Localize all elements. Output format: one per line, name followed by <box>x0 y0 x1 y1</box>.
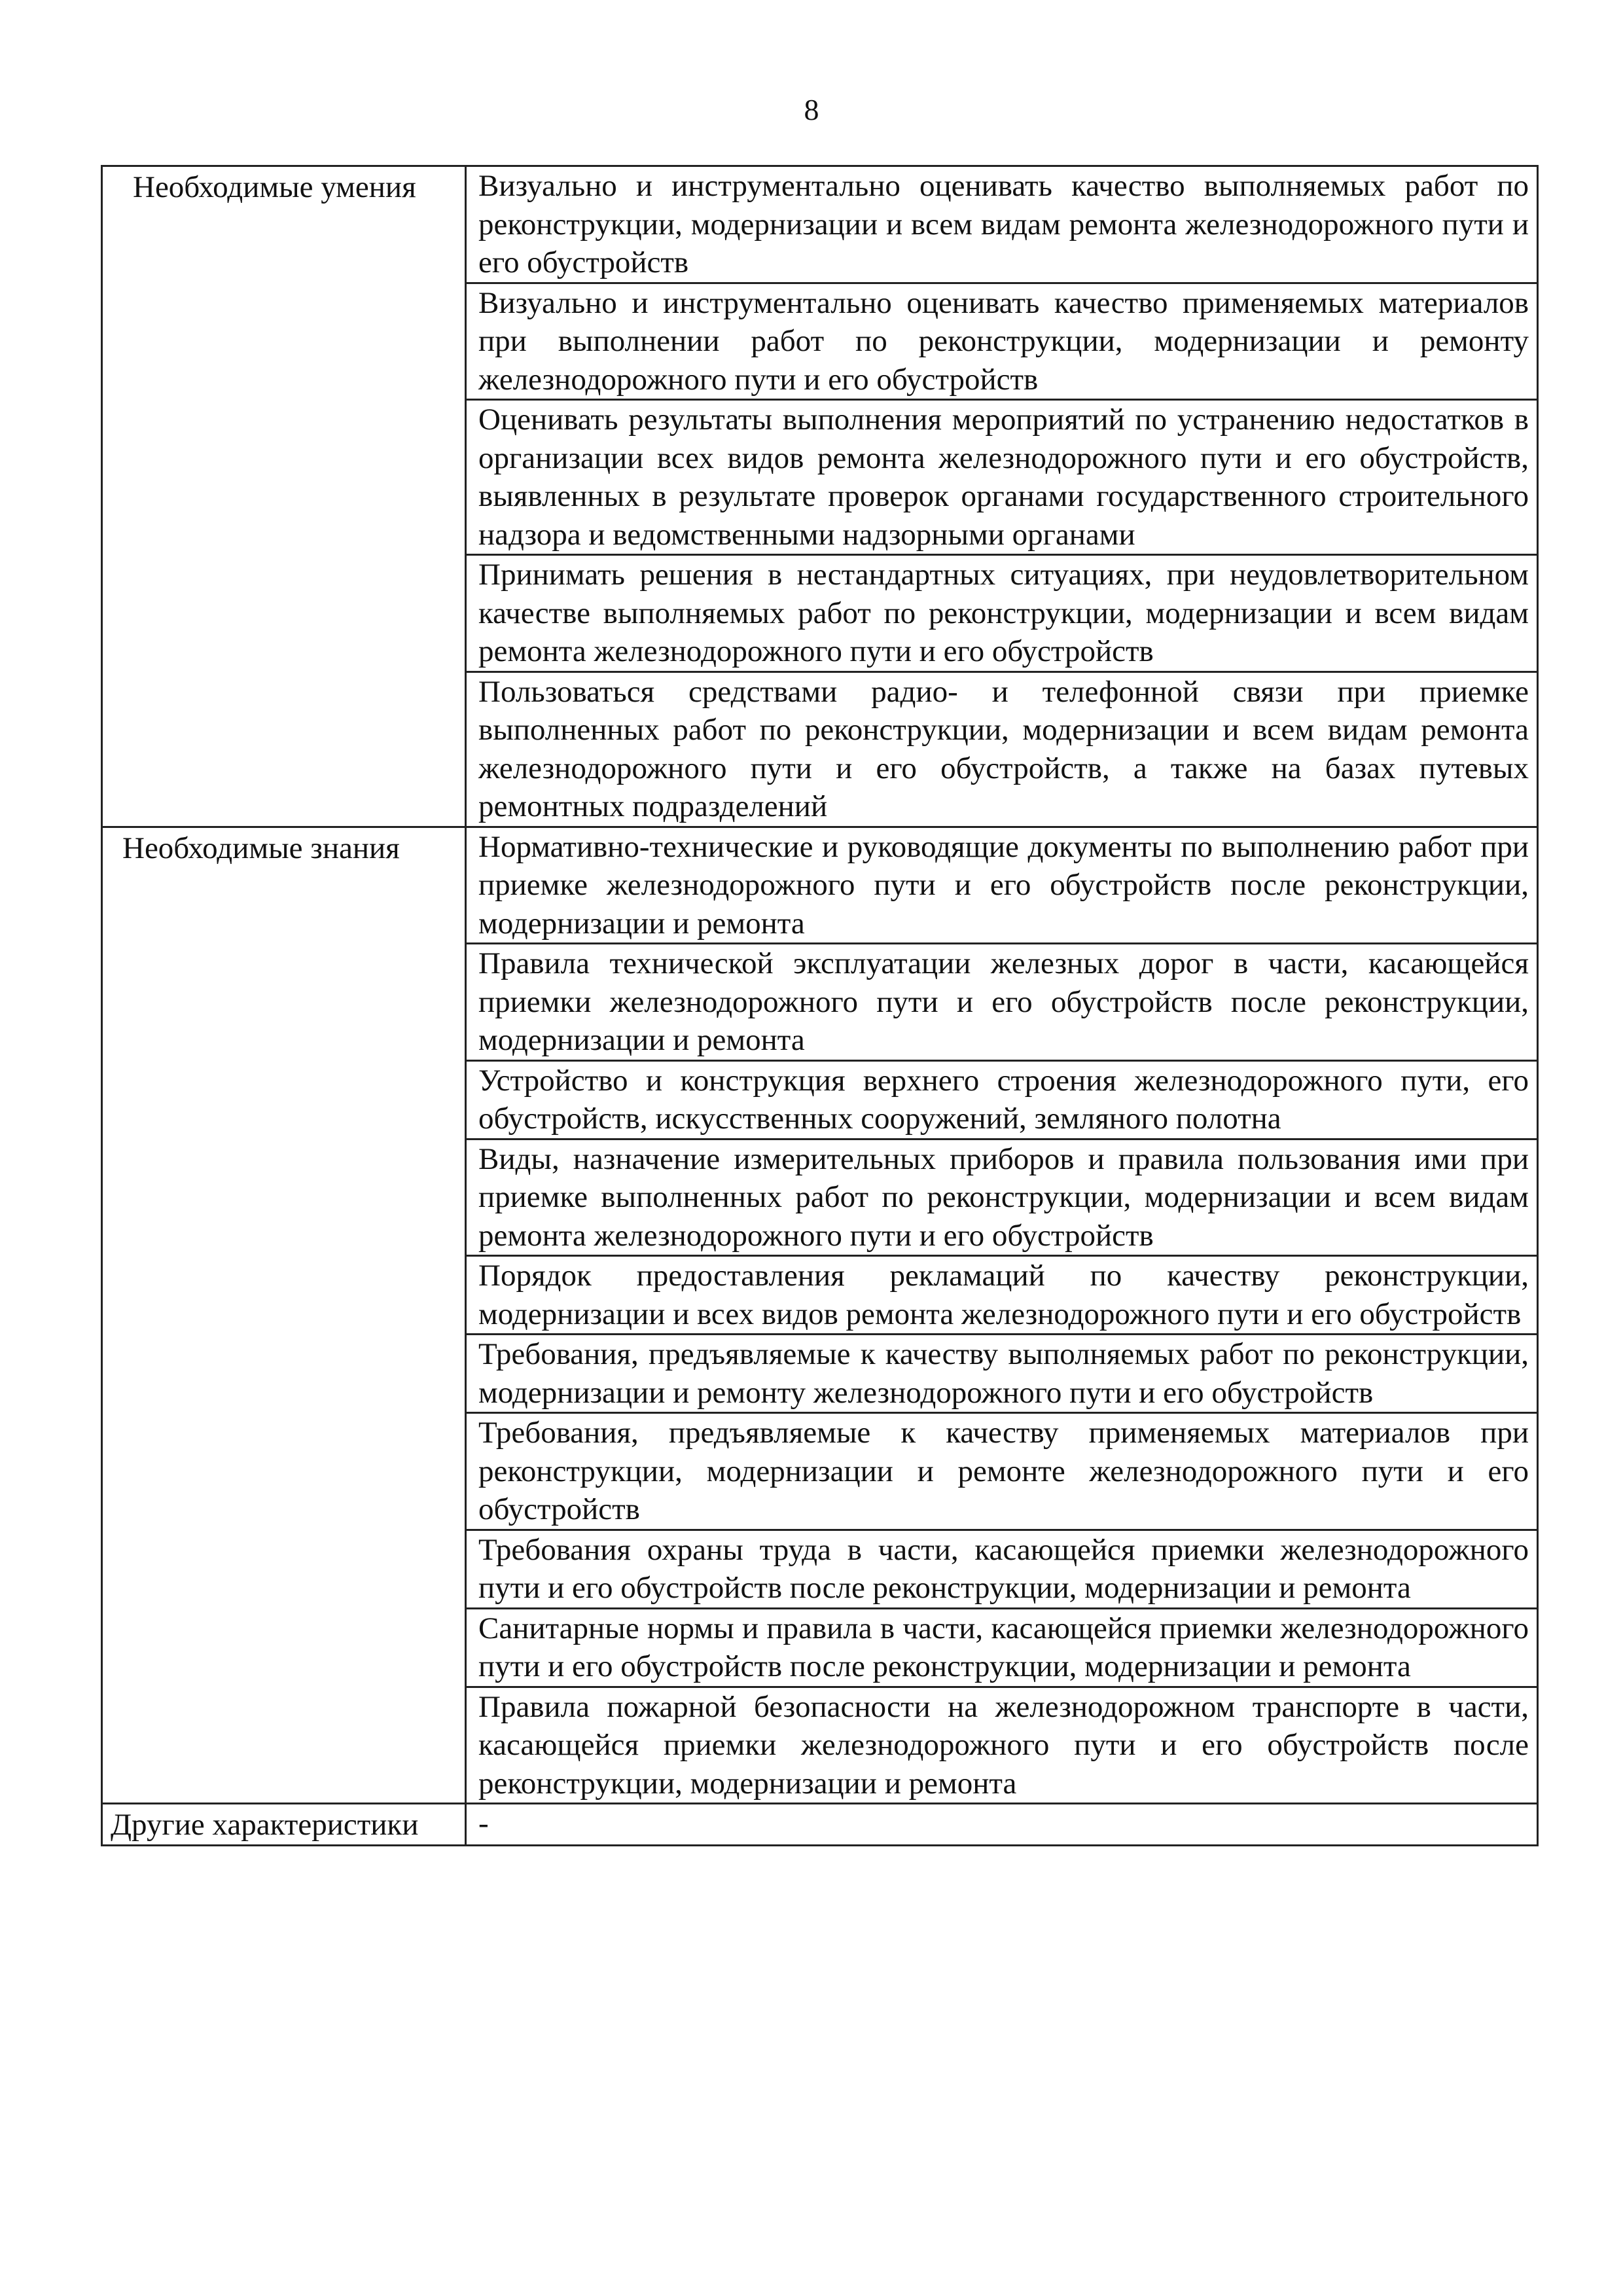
table-row <box>102 1804 1538 1846</box>
skill-item: Визуально и инструментально оценивать качество применяемых материалов при выполнении работ по реконструкции, модернизации и ремонту железнодорожного пути и его обустройств <box>466 283 1538 400</box>
row-label-other: Другие характеристики <box>102 1804 466 1846</box>
row-label-skills: Необходимые умения <box>102 166 466 827</box>
knowledge-item: Порядок предоставления рекламаций по качеству реконструкции, модернизации и всех видов ремонта железнодорожного пути и его обустройств <box>466 1256 1538 1335</box>
table-row <box>102 166 1538 283</box>
other-item: - <box>466 1804 1538 1846</box>
knowledge-item: Требования, предъявляемые к качеству применяемых материалов при реконструкции, модернизации и ремонте железнодорожного пути и его обустройств <box>466 1413 1538 1530</box>
knowledge-item: Санитарные нормы и правила в части, касающейся приемки железнодорожного пути и его обустройств после реконструкции, модернизации и ремонта <box>466 1608 1538 1687</box>
knowledge-item: Виды, назначение измерительных приборов и правила пользования ими при приемке выполненных работ по реконструкции, модернизации и всем видам ремонта железнодорожного пути и его обустройств <box>466 1139 1538 1256</box>
knowledge-item: Нормативно-технические и руководящие документы по выполнению работ при приемке железнодорожного пути и его обустройств после реконструкции, модернизации и ремонта <box>466 827 1538 944</box>
knowledge-item: Устройство и конструкция верхнего строения железнодорожного пути, его обустройств, искусственных сооружений, земляного полотна <box>466 1060 1538 1139</box>
knowledge-item: Требования, предъявляемые к качеству выполняемых работ по реконструкции, модернизации и ремонту железнодорожного пути и его обустройств <box>466 1335 1538 1413</box>
row-label-knowledge: Необходимые знания <box>102 827 466 1804</box>
knowledge-item: Требования охраны труда в части, касающейся приемки железнодорожного пути и его обустройств после реконструкции, модернизации и ремонта <box>466 1530 1538 1608</box>
characteristics-table <box>101 165 1539 1846</box>
skill-item: Принимать решения в нестандартных ситуациях, при неудовлетворительном качестве выполняемых работ по реконструкции, модернизации и всем видам ремонта железнодорожного пути и его обустройств <box>466 555 1538 672</box>
table-row <box>102 827 1538 944</box>
skill-item: Визуально и инструментально оценивать качество выполняемых работ по реконструкции, модернизации и всем видам ремонта железнодорожного пути и его обустройств <box>466 166 1538 283</box>
knowledge-item: Правила технической эксплуатации железных дорог в части, касающейся приемки железнодорожного пути и его обустройств после реконструкции, модернизации и ремонта <box>466 944 1538 1061</box>
skill-item: Оценивать результаты выполнения мероприятий по устранению недостатков в организации всех видов ремонта железнодорожного пути и его обустройств, выявленных в результате проверок органами государственного строительного надзора и ведомственными надзорными органами <box>466 400 1538 555</box>
knowledge-item: Правила пожарной безопасности на железнодорожном транспорте в части, касающейся приемки железнодорожного пути и его обустройств после реконструкции, модернизации и ремонта <box>466 1687 1538 1804</box>
page-number: 8 <box>804 93 819 126</box>
skill-item: Пользоваться средствами радио- и телефонной связи при приемке выполненных работ по реконструкции, модернизации и всем видам ремонта железнодорожного пути и его обустройств, а также на базах путевых ремонтных подразделений <box>466 672 1538 827</box>
